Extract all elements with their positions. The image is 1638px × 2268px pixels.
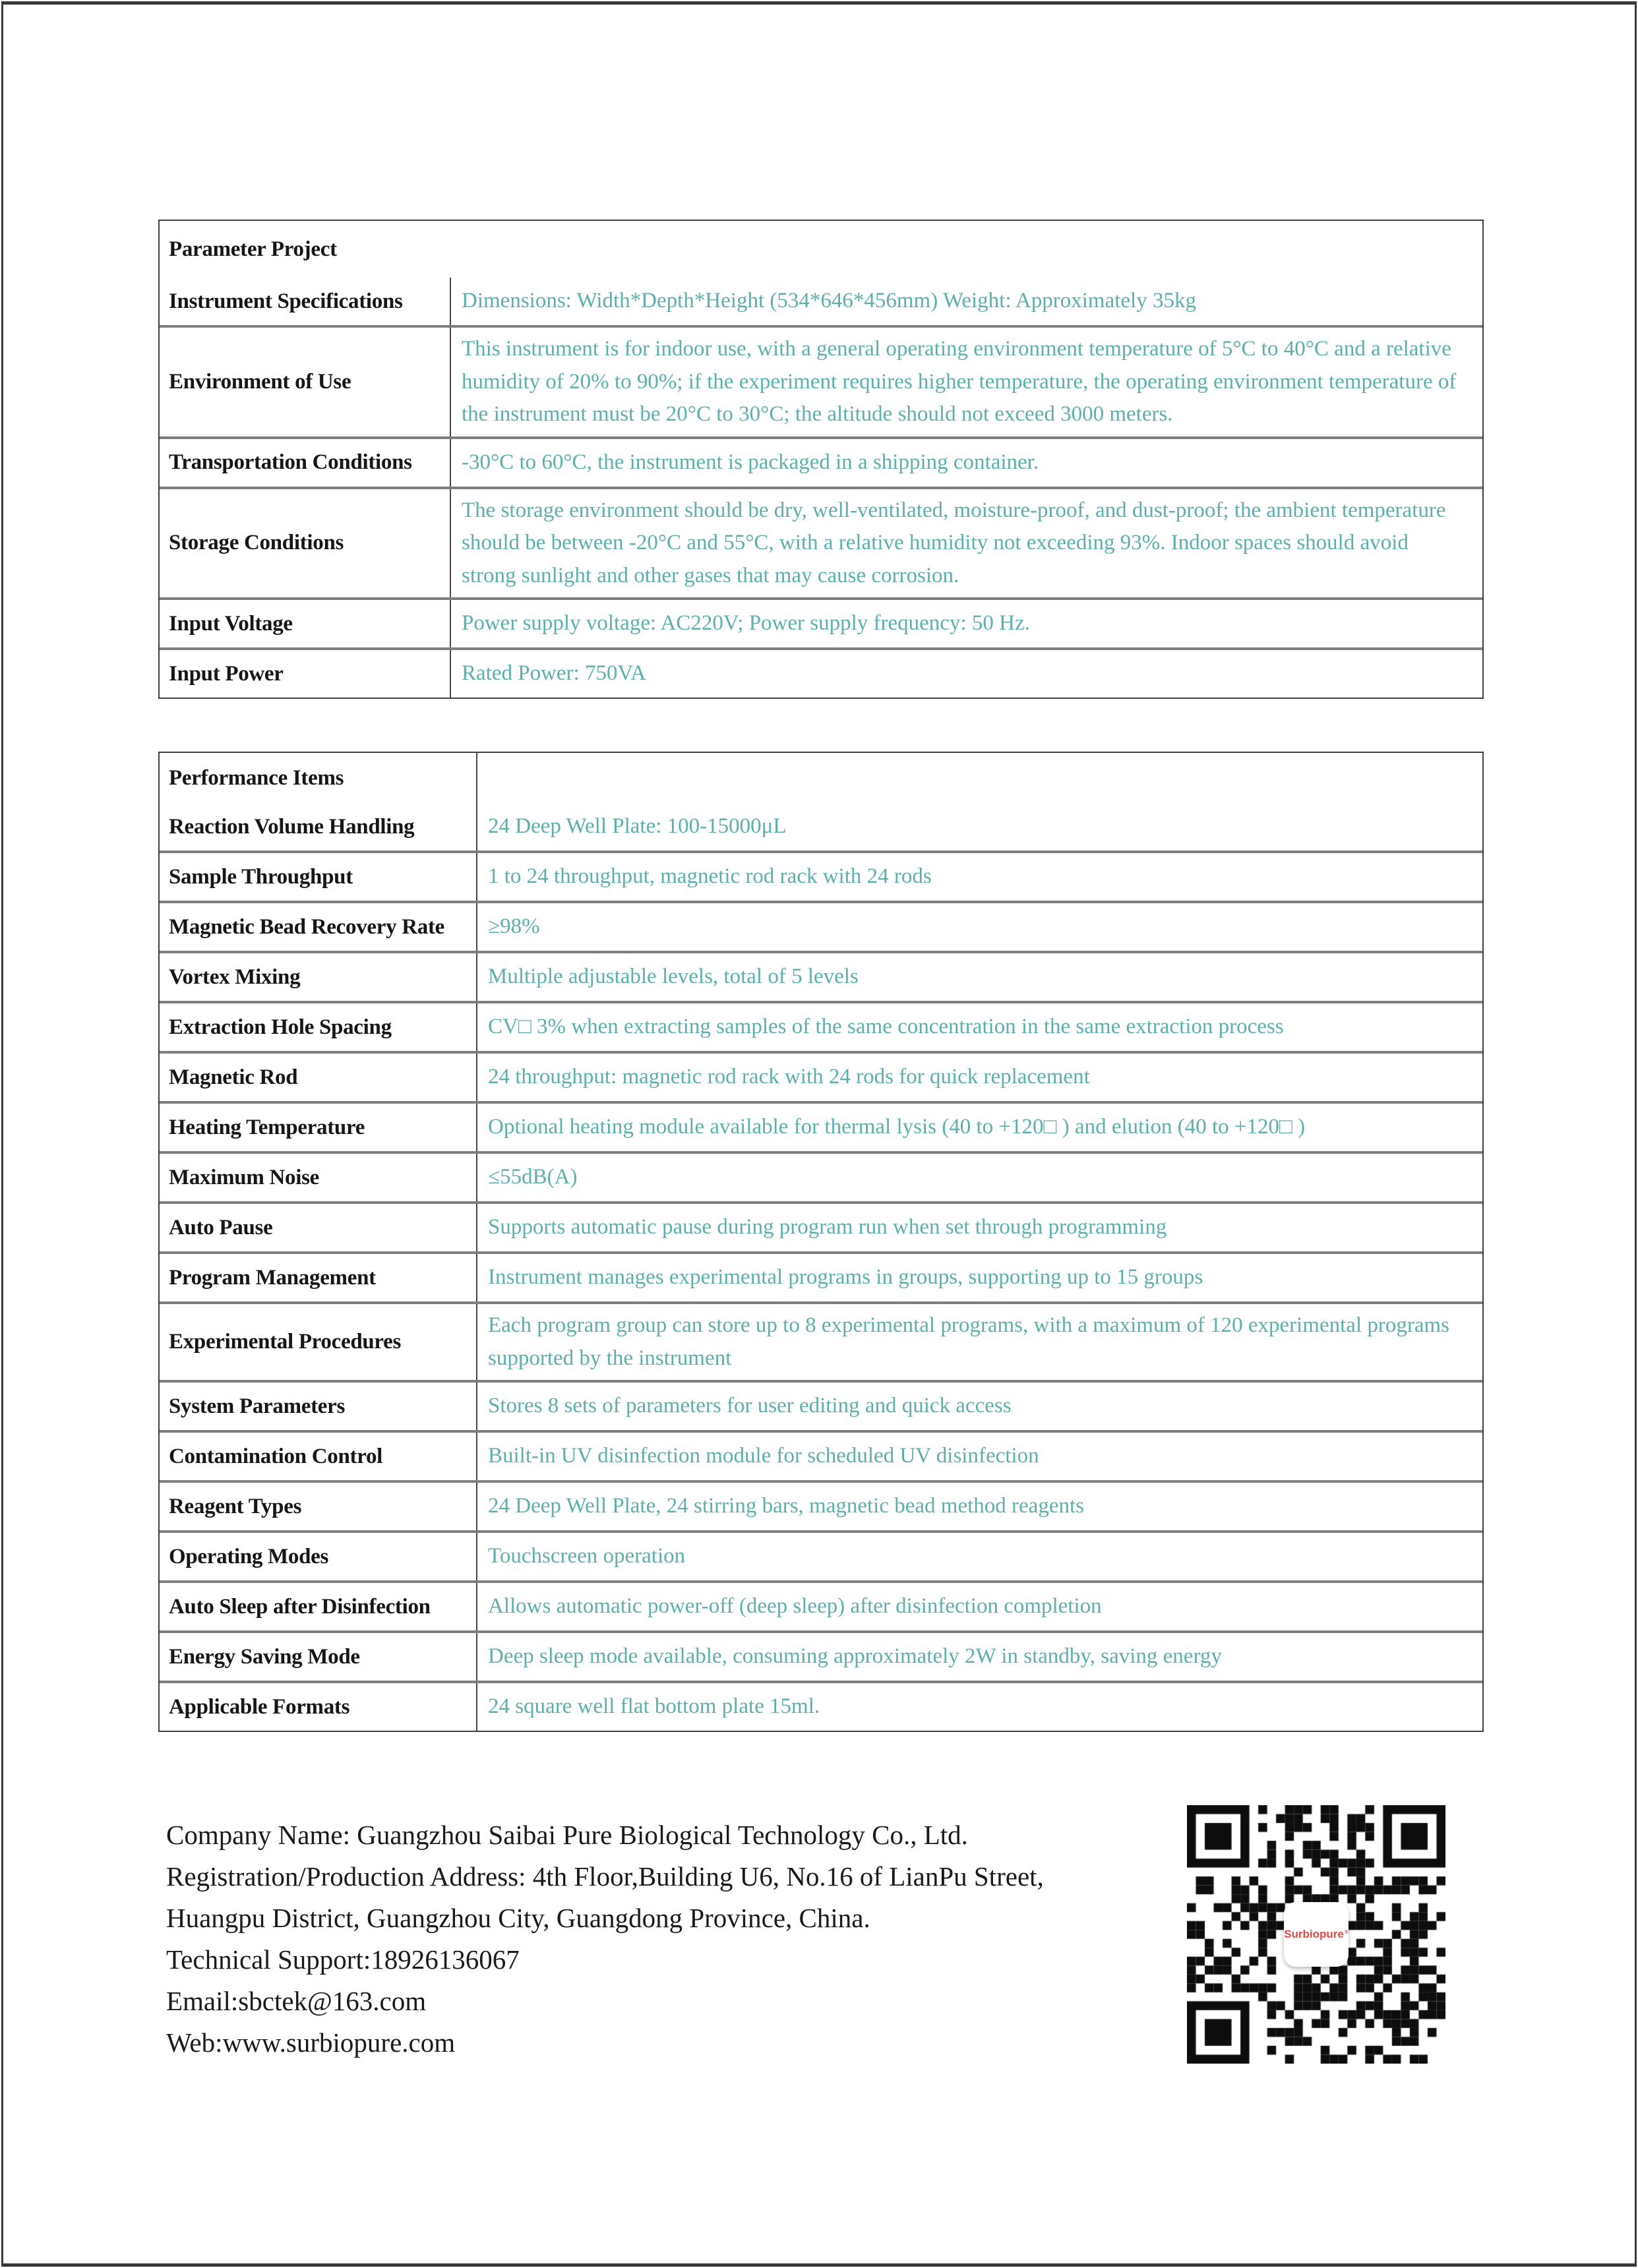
table-row [160, 951, 1482, 1001]
row-label: Magnetic Rod [169, 1065, 298, 1089]
row-value: 24 square well flat bottom plate 15ml. [476, 1683, 1482, 1731]
row-value: 24 Deep Well Plate, 24 stirring bars, magnetic bead method reagents [476, 1483, 1482, 1530]
table-row [160, 1251, 1482, 1301]
footer-line: Registration/Production Address: 4th Floor,Building U6, No.16 of LianPu Street, [166, 1861, 1044, 1892]
row-label: Reaction Volume Handling [169, 814, 415, 839]
row-label: Sample Throughput [169, 864, 353, 889]
footer-line: Email:sbctek@163.com [166, 1986, 427, 2016]
footer-line: Huangpu District, Guangzhou City, Guangdong Province, China. [166, 1903, 870, 1933]
table-row [160, 1001, 1482, 1051]
qr-center-label [1284, 1902, 1349, 1967]
footer-line: Company Name: Guangzhou Saibai Pure Biological Technology Co., Ltd. [166, 1820, 968, 1850]
row-label: Input Voltage [169, 611, 293, 636]
row-value: ≤55dB(A) [476, 1154, 1482, 1201]
table-row [160, 1430, 1482, 1480]
row-label: Auto Sleep after Disinfection [169, 1594, 431, 1619]
table-row [160, 1530, 1482, 1580]
row-value: Touchscreen operation [476, 1533, 1482, 1580]
parameter-project-table [158, 220, 1484, 699]
row-value: Deep sleep mode available, consuming approximately 2W in standby, saving energy [476, 1633, 1482, 1681]
table-row [160, 278, 1482, 325]
row-value: Stores 8 sets of parameters for user editing and quick access [476, 1383, 1482, 1430]
row-label: Vortex Mixing [169, 965, 301, 989]
table-row [160, 1480, 1482, 1530]
row-value: 24 throughput: magnetic rod rack with 24 rods for quick replacement [476, 1054, 1482, 1101]
row-value: ≥98% [476, 903, 1482, 951]
row-value: The storage environment should be dry, well-ventilated, moisture-proof, and dust-proof; the ambient temperature should be between -20°C and 55°C, with a relative humidity not exceeding 93%. Indoor spaces should avoid strong sunlight and other gases that may cause corrosion. [450, 489, 1482, 598]
row-value: Power supply voltage: AC220V; Power supply frequency: 50 Hz. [450, 600, 1482, 647]
row-label: Extraction Hole Spacing [169, 1015, 392, 1039]
row-label: Magnetic Bead Recovery Rate [169, 914, 444, 939]
row-value: Built-in UV disinfection module for scheduled UV disinfection [476, 1433, 1482, 1480]
row-value: Rated Power: 750VA [450, 650, 1482, 698]
row-label: Transportation Conditions [169, 450, 412, 474]
row-value: 1 to 24 throughput, magnetic rod rack with 24 rods [476, 853, 1482, 901]
table-row [160, 803, 1482, 850]
table-row [160, 1101, 1482, 1151]
table2-header-spacer [476, 753, 1482, 803]
table-row [160, 850, 1482, 901]
row-label: Maximum Noise [169, 1165, 319, 1189]
row-label: Instrument Specifications [169, 289, 403, 313]
row-label: Environment of Use [169, 369, 351, 394]
row-label: Experimental Procedures [169, 1330, 402, 1354]
row-label: Operating Modes [169, 1544, 329, 1568]
table-row [160, 1201, 1482, 1251]
table-row [160, 1630, 1482, 1681]
row-value: CV□ 3% when extracting samples of the same concentration in the same extraction process [476, 1003, 1482, 1051]
table-row [160, 436, 1482, 487]
row-label: Storage Conditions [169, 531, 344, 555]
table-row [160, 901, 1482, 951]
row-label: Input Power [169, 661, 284, 686]
row-label: System Parameters [169, 1394, 346, 1418]
performance-items-table [158, 752, 1484, 1732]
footer-line: Web:www.surbiopure.com [166, 2027, 456, 2058]
registered-mark-icon: ® [1344, 1928, 1349, 1935]
table-row [160, 1681, 1482, 1731]
footer-line: Technical Support:18926136067 [166, 1944, 520, 1975]
table-row [160, 647, 1482, 698]
table1-header: Parameter Project [169, 237, 337, 261]
table-row [160, 597, 1482, 647]
row-value: This instrument is for indoor use, with a general operating environment temperature of 5°C to 40°C and a relative humidity of 20% to 90%; if the experiment requires higher temperature, the operating environment temperature of the instrument must be 20°C to 30°C; the altitude should not exceed 3000 meters. [450, 328, 1482, 436]
row-label: Program Management [169, 1265, 376, 1290]
row-label: Contamination Control [169, 1444, 383, 1468]
row-label: Reagent Types [169, 1494, 302, 1518]
table-header-row [160, 753, 1482, 803]
row-label: Heating Temperature [169, 1115, 365, 1139]
row-value: -30°C to 60°C, the instrument is packaged in a shipping container. [450, 439, 1482, 487]
row-value: Optional heating module available for thermal lysis (40 to +120□ ) and elution (40 to +120□ ) [476, 1104, 1482, 1151]
qr-code [1187, 1805, 1445, 2064]
table-row [160, 1051, 1482, 1101]
row-label: Applicable Formats [169, 1694, 350, 1719]
table-row [160, 1580, 1482, 1630]
row-value: Multiple adjustable levels, total of 5 levels [476, 953, 1482, 1001]
row-value: 24 Deep Well Plate: 100-15000μL [476, 803, 1482, 850]
row-value: Dimensions: Width*Depth*Height (534*646*456mm) Weight: Approximately 35kg [450, 278, 1482, 325]
company-info [166, 1814, 1195, 2064]
row-value: Instrument manages experimental programs in groups, supporting up to 15 groups [476, 1254, 1482, 1301]
row-value: Each program group can store up to 8 experimental programs, with a maximum of 120 experimental programs supported by the instrument [476, 1304, 1482, 1380]
table2-header: Performance Items [169, 765, 344, 790]
row-value: Supports automatic pause during program run when set through programming [476, 1204, 1482, 1251]
table-row [160, 1380, 1482, 1430]
table-row [160, 1151, 1482, 1201]
row-value: Allows automatic power-off (deep sleep) after disinfection completion [476, 1583, 1482, 1630]
table-row [160, 1301, 1482, 1380]
table-row [160, 487, 1482, 598]
table-header-row [160, 221, 1482, 278]
qr-brand-text: Surbiopure [1284, 1928, 1344, 1940]
row-label: Energy Saving Mode [169, 1644, 360, 1669]
row-label: Auto Pause [169, 1215, 273, 1239]
table-row [160, 325, 1482, 436]
